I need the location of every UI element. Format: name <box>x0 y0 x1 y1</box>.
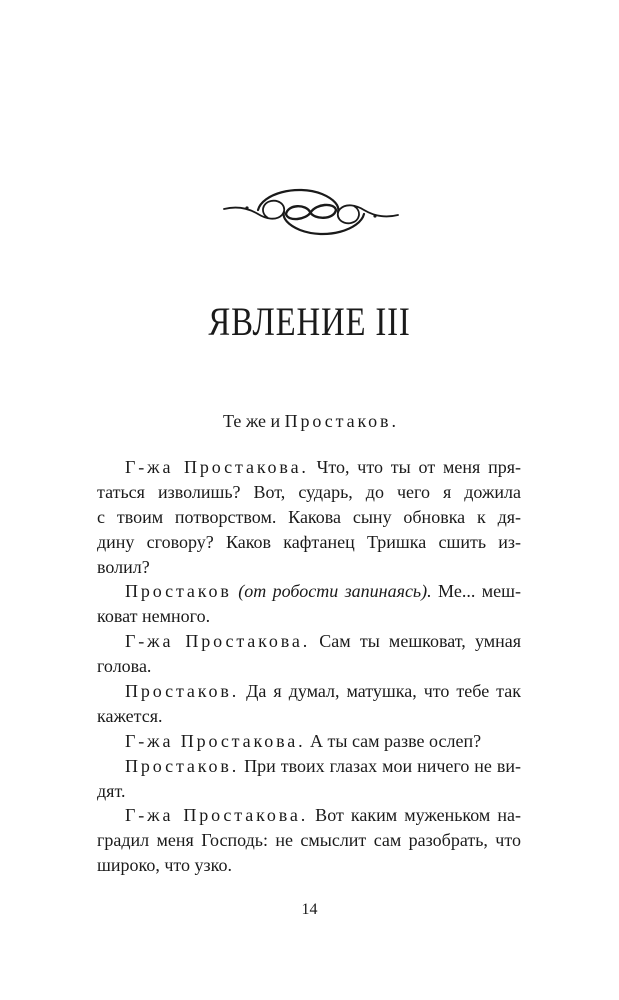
stage-direction-character: Простаков <box>284 411 392 431</box>
text-line <box>97 604 521 629</box>
text-line <box>97 530 521 555</box>
line-text: При твоих глазах мои ничего не ви- <box>239 755 521 776</box>
line-text: дят. <box>97 780 126 801</box>
stage-direction-suffix: . <box>391 411 396 431</box>
line-text: Что, что ты от меня пря- <box>308 457 522 477</box>
text-line <box>97 828 521 853</box>
line-text: Да я думал, матушка, что тебе так <box>239 681 521 702</box>
flourish-left-dot <box>245 206 248 209</box>
flourish-right-spiral <box>338 205 398 223</box>
line-text: голова. <box>97 656 152 677</box>
page-number: 14 <box>301 901 318 918</box>
text-line <box>97 480 521 505</box>
text-line <box>97 455 521 480</box>
text-line <box>97 754 521 779</box>
text-line <box>97 505 521 530</box>
stage-remark: (от робости запинаясь). <box>231 581 432 602</box>
line-text: таться изволишь? Вот, сударь, до чего я дожила <box>97 481 521 502</box>
line-text: волил? <box>97 556 150 577</box>
line-text: А ты сам разве ослеп? <box>305 730 482 751</box>
speaker-name: Г-жа Простакова. <box>125 730 306 751</box>
dialogue-text <box>97 455 521 878</box>
flourish-left-spiral <box>224 201 284 219</box>
stage-direction-prefix: Те же и <box>223 411 285 431</box>
line-text: кажется. <box>97 705 163 726</box>
line-text: коват немного. <box>97 606 211 627</box>
speaker-name: Г-жа Простакова. <box>125 457 309 477</box>
line-text: Ме... меш- <box>431 581 521 602</box>
text-line <box>97 704 521 729</box>
text-line <box>97 555 521 580</box>
line-text: Сам ты мешковат, умная <box>310 631 522 652</box>
text-line <box>97 779 521 804</box>
text-line <box>97 654 521 679</box>
line-text: градил меня Господь: не смыслит сам разобрать, что <box>97 830 521 851</box>
ornament-flourish <box>0 180 619 250</box>
text-line <box>97 729 521 754</box>
speaker-name: Простаков. <box>125 755 240 776</box>
speaker-name: Г-жа Простакова. <box>125 805 309 826</box>
scene-heading: ЯВЛЕНИЕ III <box>208 299 411 344</box>
text-line <box>97 629 521 654</box>
line-text: с твоим потворством. Какова сыну обновка к дя- <box>97 506 521 527</box>
text-line <box>97 803 521 828</box>
text-line <box>97 679 521 704</box>
line-text: широко, что узко. <box>97 855 232 876</box>
line-text: дину сговору? Каков кафтанец Тришка сшить из- <box>97 531 521 552</box>
speaker-name: Простаков. <box>125 681 240 702</box>
line-text: Вот каким муженьком на- <box>308 805 522 826</box>
speaker-name: Г-жа Простакова. <box>125 631 311 652</box>
text-line <box>97 579 521 604</box>
stage-direction <box>0 409 619 434</box>
flourish-right-dot <box>373 214 376 217</box>
speaker-name: Простаков <box>125 581 232 602</box>
text-line <box>97 853 521 878</box>
flourish-center-loops <box>286 205 336 219</box>
